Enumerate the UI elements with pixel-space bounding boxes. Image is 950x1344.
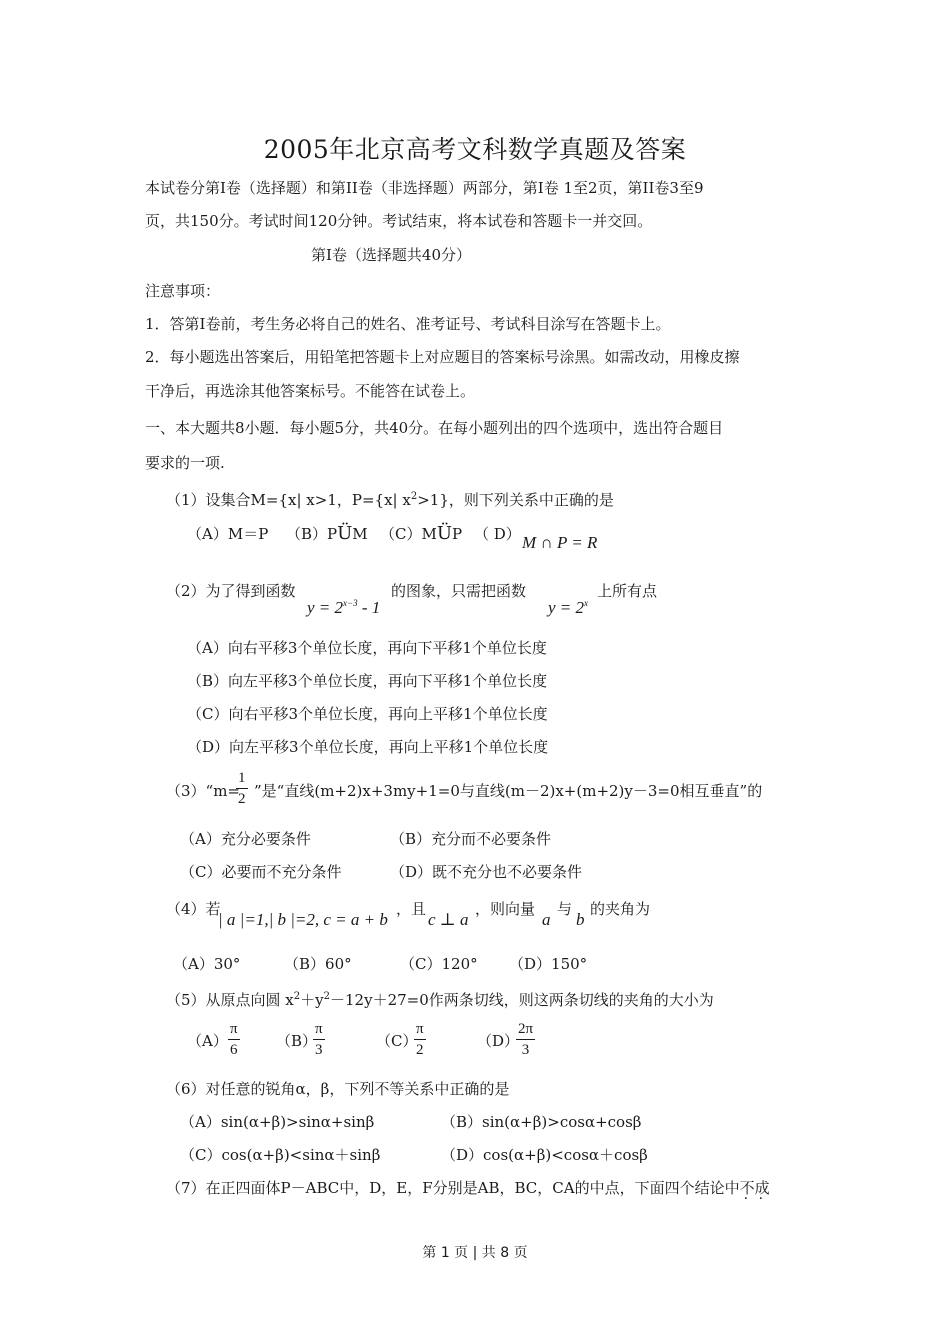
question-3-option-c: （C）必要而不充分条件 [180,863,342,881]
section-heading: 第I卷（选择题共40分） [311,246,472,264]
question-5-option-d-fraction: $\frac{2\pi}{3}$ [518,1021,534,1058]
question-4-condition-1: | a |=1,| b |=2, c = a + b [218,910,388,929]
question-2-stem-a: （2）为了得到函数 [166,582,296,600]
question-1-option-a: （A）M＝P [187,525,269,543]
question-1-option-c: （C）MÜP [380,523,463,544]
question-4-stem-b: ，且 [396,900,427,918]
page-footer: 第 1 页 | 共 8 页 [422,1245,528,1261]
subset-symbol-icon: Ü [436,523,453,544]
notes-heading: 注意事项： [145,282,221,300]
part-one-line-2: 要求的一项. [145,454,225,472]
question-4-stem-a: （4）若 [166,900,221,918]
question-2-option-c: （C）向右平移3个单位长度，再向上平移1个单位长度 [187,705,548,723]
question-2-stem-b: 的图象，只需把函数 [391,582,527,600]
subset-symbol-icon: Ü [337,523,353,544]
question-6-option-c: （C）cos(α+β)<sinα＋sinβ [180,1146,381,1164]
question-5-option-a-label: （A） [187,1032,228,1050]
note-item-1: 1．答第I卷前，考生务必将自己的姓名、准考证号、考试科目涂写在答题卡上。 [145,315,671,333]
question-7-stem: （7）在正四面体P－ABC中，D，E，F分别是AB，BC，CA的中点，下面四个结论中不成 [166,1179,770,1197]
question-4-stem-d: 与 [557,900,573,918]
question-3-option-b: （B）充分而不必要条件 [390,830,552,848]
part-one-line-1: 一、本大题共8小题．每小题5分，共40分。在每小题列出的四个选项中，选出符合题目 [145,419,724,437]
intro-line-2: 页，共150分。考试时间120分钟。考试结束，将本试卷和答题卡一并交回。 [145,212,653,230]
question-3-option-d: （D）既不充分也不必要条件 [390,863,583,881]
question-4-option-b: （B）60° [284,955,352,973]
question-5-stem: （5）从原点向圆 $x^2+y^2-12y+27=0$作两条切线，则这两条切线的夹角的大小为 [166,991,714,1009]
intro-line-1: 本试卷分第I卷（选择题）和第II卷（非选择题）两部分，第I卷 1至2页，第II卷3至9 [145,179,704,197]
question-1-stem: （1）设集合M={x| x>1，P={x| $x^2>1$}，则下列关系中正确的是 [166,491,614,509]
question-4-vector-b: b [576,910,585,929]
question-4-stem-e: 的夹角为 [590,900,651,918]
note-item-2-line-2: 干净后，再选涂其他答案标号。不能答在试卷上。 [145,382,476,400]
page-title: 2005年北京高考文科数学真题及答案 [263,135,687,164]
question-5-option-d-label: （D） [477,1032,520,1050]
question-4-option-d: （D）150° [509,955,588,973]
question-3-fraction: $\frac{1}{2}$ [238,770,246,807]
question-4-option-a: （A）30° [173,955,241,973]
note-item-2-line-1: 2．每小题选出答案后，用铅笔把答题卡上对应题目的答案标号涂黑。如需改动，用橡皮擦 [145,348,740,366]
question-2-function-1: $y = 2^{x-3} - 1$ [307,598,381,617]
question-5-option-b-fraction: $\frac{\pi}{3}$ [315,1021,323,1058]
question-5-option-c-label: （C） [376,1032,418,1050]
question-1-option-b: （B）PÜM [286,523,368,544]
question-2-option-d: （D）向左平移3个单位长度，再向上平移1个单位长度 [187,738,549,756]
question-2-option-a: （A）向右平移3个单位长度，再向下平移1个单位长度 [187,639,547,657]
question-3-option-a: （A）充分必要条件 [180,830,311,848]
question-6-option-a: （A）sin(α+β)>sinα+sinβ [180,1113,375,1131]
question-3-stem-b: ”是“直线(m+2)x+3my+1=0与直线(m－2)x+(m+2)y－3=0相互垂直”的 [254,782,763,800]
question-5-option-a-fraction: $\frac{\pi}{6}$ [230,1021,238,1058]
question-6-option-b: （B）sin(α+β)>cosα+cosβ [441,1113,642,1131]
question-1-option-d-label: （ D） [474,525,521,543]
question-2-stem-c: 上所有点 [597,582,658,600]
question-6-option-d: （D）cos(α+β)<cosα＋cosβ [441,1146,648,1164]
question-4-stem-c: ，则向量 [475,900,536,918]
question-6-stem: （6）对任意的锐角α，β，下列不等关系中正确的是 [166,1080,510,1098]
question-4-vector-a: a [542,910,551,929]
question-4-option-c: （C）120° [400,955,478,973]
question-5-option-b-label: （B） [276,1032,318,1050]
question-1-option-d-math: M ∩ P = R [522,533,598,552]
question-4-condition-2: c ⊥ a [428,910,469,929]
question-2-option-b: （B）向左平移3个单位长度，再向下平移1个单位长度 [187,672,548,690]
question-5-option-c-fraction: $\frac{\pi}{2}$ [416,1021,424,1058]
question-2-function-2: $y = 2^x$ [548,598,589,617]
question-3-stem-a: （3）“m= [166,782,241,800]
